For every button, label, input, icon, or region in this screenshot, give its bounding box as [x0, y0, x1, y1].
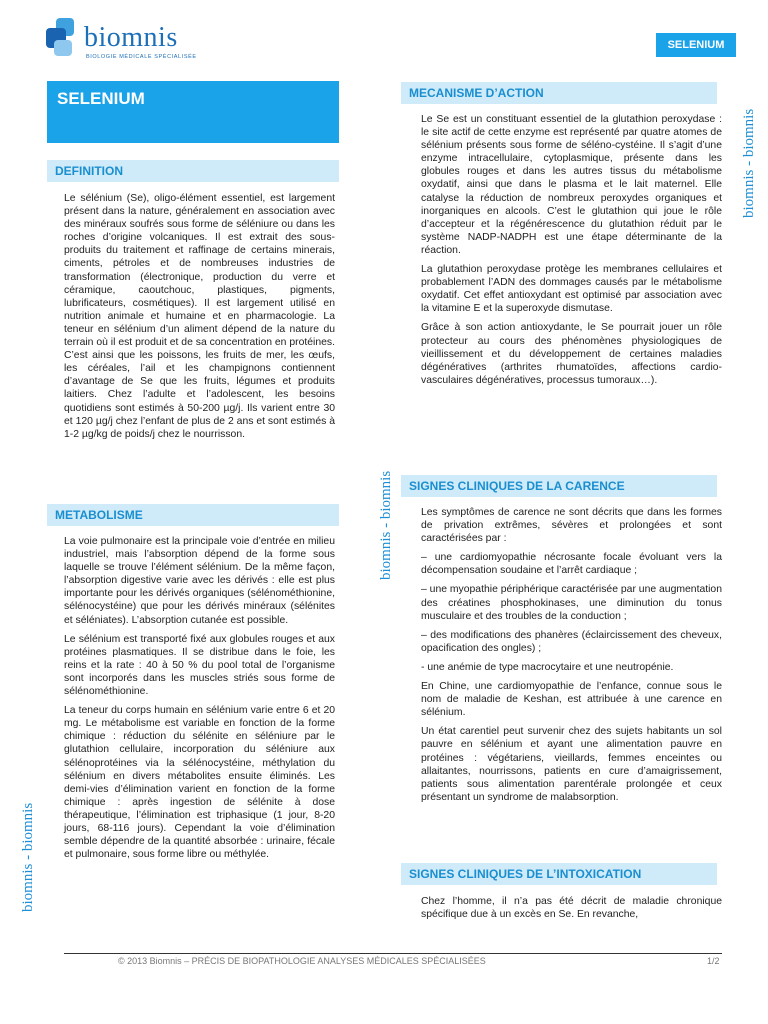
footer-divider	[64, 953, 722, 954]
watermark-left: biomnis - biomnis	[20, 802, 36, 912]
paragraph: Les symptômes de carence ne sont décrits que dans les formes de privation extrêmes, sévères et prolongées et sont caractérisées par :	[421, 507, 722, 545]
paragraph: - une anémie de type macrocytaire et une neutropénie.	[421, 661, 674, 673]
watermark-center: biomnis - biomnis	[378, 470, 394, 580]
logo-name: biomnis	[84, 22, 178, 53]
paragraph: – une cardiomyopathie nécrosante focale évoluant vers la décompensation soudaine et l’arrêt cardiaque ;	[421, 552, 722, 577]
paragraph: Grâce à son action antioxydante, le Se pourrait jouer un rôle protecteur au cours des phénomènes physiologiques de vieillissement et du développement de certaines maladies dégénératives (arthrites rhumatoïdes, affections cardio-vasculaires dégénératives, processus tumoraux…).	[421, 322, 722, 386]
footer-copyright: © 2013 Biomnis – PRÉCIS DE BIOPATHOLOGIE ANALYSES MÉDICALES SPÉCIALISÉES	[118, 956, 486, 966]
metabolisme-text	[64, 535, 335, 867]
metabolisme-heading: METABOLISME	[47, 504, 339, 526]
paragraph: La voie pulmonaire est la principale voie d’entrée en milieu industriel, mais l’absorption dépend de la forme sous laquelle se trouve l’élément sélénium. De la même façon, l’absorption digestive varie avec les dérivés : elle est plus importante pour les dérivés organiques (sélénométhionine, sélénocystéine) que pour les dérivés minéraux (sélénites et séléniates). L’absorption cutanée est possible.	[64, 536, 335, 626]
paragraph: La teneur du corps humain en sélénium varie entre 6 et 20 mg. Le métabolisme est variable en fonction de la forme chimique : réduction du sélénite en séléniure par le glutathion cellulaire, incorporation du séléniure aux sélénoprotéines via la sélénocystéine, méthylation du sélénium en divers métabolites ensuite éliminés. Les demi-vies d’élimination varient en fonction de la forme chimique : après ingestion de sélénite à dose thérapeutique, l’élimination est triphasique (1 jour, 8-20 jours, 68-116 jours). Cependant la voie d’élimination semble dépendre de la quantité absorbée : urinaire, fécale et pulmonaire, sous forme libre ou méthylée.	[64, 705, 335, 861]
intoxication-text	[421, 895, 722, 927]
carence-heading: SIGNES CLINIQUES DE LA CARENCE	[401, 475, 717, 497]
paragraph: En Chine, une cardiomyopathie de l’enfance, connue sous le nom de maladie de Keshan, est attribuée à une carence en sélénium.	[421, 681, 722, 719]
definition-text	[64, 192, 335, 447]
mecanisme-text	[421, 113, 722, 393]
topic-badge: SELENIUM	[656, 33, 736, 57]
title-box	[47, 81, 339, 143]
logo-tagline: BIOLOGIE MÉDICALE SPÉCIALISÉE	[86, 54, 197, 60]
paragraph: Le Se est un constituant essentiel de la glutathion peroxydase : le site actif de cette enzyme est représenté par quatre atomes de sélénium présents sous forme de séléno-cystéine. Il s’agit d’une enzyme intracellulaire, cytoplasmique, présente dans les globules rouges et dans les autres tissus du métabolisme oxydatif, ainsi que dans le plasma et le lait maternel. Elle catalyse la réduction de nombreux peroxydes organiques et inorganiques en alcools. C’est le glutathion qui joue le rôle d’accepteur et la régénérescence du glutathion réduit par le système NADP-NADPH est une étape déterminante de la réaction.	[421, 114, 722, 256]
logo-squares-icon	[44, 18, 82, 58]
paragraph: Le sélénium (Se), oligo-élément essentiel, est largement présent dans la nature, généralement en association avec des minéraux soufrés sous forme de séléniure ou dans les roches d’origine volcaniques. Il est extrait des sous-produits du traitement et raffinage de certains minerais, ciments, pétroles et de nombreuses industries de transformation (électronique, production du verre et céramique, caoutchouc, plastiques, pigments, lubrificateurs, cosmétiques). Il est largement utilisé en nutrition animale et humaine et en pharmacologie. La teneur en sélénium d’un aliment dépend de la nature du terrain où il est produit et de sa concentration en protéines. C’est ainsi que les poissons, les fruits de mer, les œufs, les céréales, l’ail et les champignons contiennent d’avantage de Se que les fruits, légumes et produits laitiers. Chez l’adulte et l’adolescent, les besoins quotidiens sont estimés à 50-200 µg/j. Ils varient entre 30 et 120 µg/j chez l’enfant de plus de 2 ans et sont estimés à 1-2 µg/kg de poids/j chez le nourrisson.	[64, 193, 335, 440]
mecanisme-heading: MECANISME D’ACTION	[401, 82, 717, 104]
paragraph: Un état carentiel peut survenir chez des sujets habitants un sol pauvre en sélénium et ayant une alimentation pauvre en protéines : végétariens, vieillards, femmes enceintes ou allaitantes, nourrissons, patients en cure d’amaigrissement, patients sous alimentation parentérale prolongée et ceux présentant un syndrome de malabsorption.	[421, 726, 722, 803]
page-title: SELENIUM	[57, 89, 145, 108]
paragraph: – une myopathie périphérique caractérisée par une augmentation des créatines phosphokinases, une diminution du tonus musculaire et des troubles de la conduction ;	[421, 584, 722, 622]
paragraph: Chez l’homme, il n’a pas été décrit de maladie chronique spécifique due à un excès en Se. En revanche,	[421, 896, 722, 921]
intoxication-heading: SIGNES CLINIQUES DE L’INTOXICATION	[401, 863, 717, 885]
page-number: 1/2	[707, 956, 720, 966]
biomnis-logo	[44, 18, 204, 62]
definition-heading: DEFINITION	[47, 160, 339, 182]
paragraph: – des modifications des phanères (éclaircissement des cheveux, opacification des ongles) ;	[421, 629, 722, 654]
carence-text	[421, 506, 722, 810]
watermark-right: biomnis - biomnis	[741, 108, 757, 218]
paragraph: La glutathion peroxydase protège les membranes cellulaires et probablement l’ADN des dommages causés par le métabolisme oxydatif. Cet effet antioxydant est optimisé par association avec la vitamine E et la superoxyde dismutase.	[421, 264, 722, 315]
paragraph: Le sélénium est transporté fixé aux globules rouges et aux protéines plasmatiques. Il se distribue dans le foie, les reins et la rate : 40 à 50 % du pool total de l’organisme sont incorporés dans les muscles striés sous forme de sélénométhionine.	[64, 633, 335, 698]
